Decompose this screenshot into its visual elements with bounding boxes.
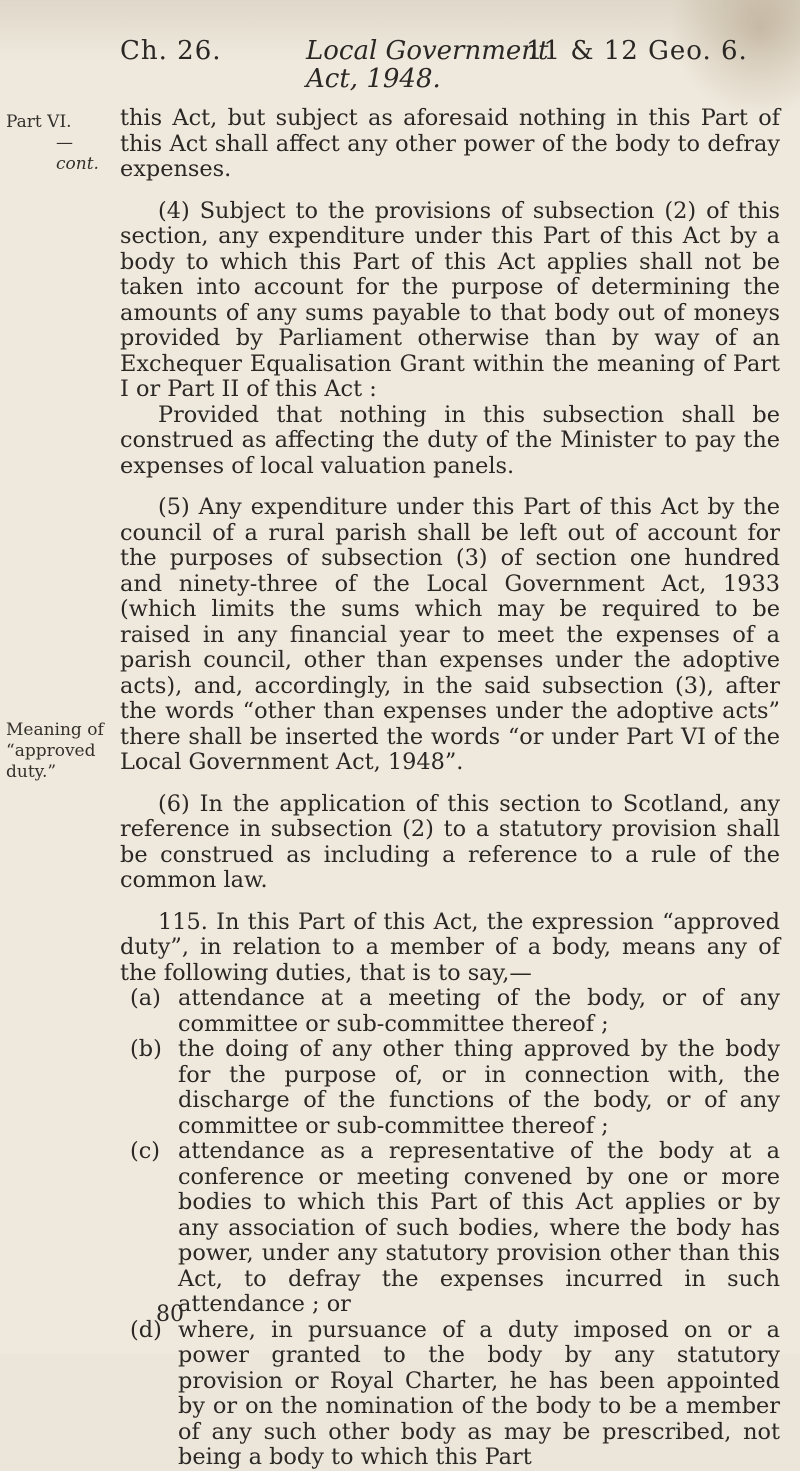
list-item-a [120, 986, 780, 1037]
item-text: attendance as a representative of the body at a conference or meeting convened by one or more bodies to which this Part of this Act applies or by any association of such bodies, where the body has power, under any statutory provision other than this Act, to defray the expenses incurred in such attendance ; or [178, 1138, 780, 1317]
item-text: attendance at a meeting of the body, or of any committee or sub-committee thereof ; [178, 985, 780, 1037]
section-115: 115. In this Part of this Act, the expression “approved duty”, in relation to a member of a body, means any of the following duties, that is to say,— [120, 908, 780, 986]
margin-meaning-line-2: “approved [6, 741, 96, 761]
item-text: the doing of any other thing approved by the body for the purpose of, or in connection with, the discharge of the functions of the body, or of any committee or sub-committee thereof ; [178, 1036, 780, 1139]
running-header [116, 18, 786, 94]
margin-part-label: Part VI. [6, 112, 72, 132]
paragraph-continuation: this Act, but subject as aforesaid nothing in this Part of this Act shall affect any other power of the body to defray expenses. [120, 105, 780, 182]
item-text: where, in pursuance of a duty imposed on or a power granted to the body by any statutory provision or Royal Charter, he has been appointed by or on the nomination of the body to be a member of any such other body as may be prescribed, not being a body to which this Part [178, 1316, 780, 1470]
list-item-d [120, 1318, 780, 1471]
list-item-c [120, 1139, 780, 1318]
subsection-5: (5) Any expenditure under this Part of this Act by the council of a rural parish shall be left out of account for the purposes of subsection (3) of section one hundred and ninety-three of the Local Government Act, 1933 (which limits the sums which may be required to be raised in any financial year to meet the expenses of a parish council, other than expenses under the adoptive acts), and, accordingly, in the said subsection (3), after the words “other than expenses under the adoptive acts” there shall be inserted the words “or under Part VI of the Local Government Act, 1948”. [120, 494, 780, 775]
statute-body [120, 106, 780, 1471]
item-label: (b) [130, 1036, 162, 1062]
item-label: (c) [130, 1138, 161, 1164]
page-number: 80 [156, 1302, 184, 1327]
margin-note-part [0, 112, 104, 175]
margin-meaning-line-1: Meaning of [6, 720, 104, 740]
item-label: (d) [130, 1316, 162, 1343]
subsection-4: (4) Subject to the provisions of subsection (2) of this section, any expenditure under this Part of this Act by a body to which this Part of this Act applies shall not be taken into account for the purpose of determining the amounts of any sums payable to that body out of moneys provided by Parliament otherwise than by way of an Exchequer Equalisation Grant within the meaning of Part I or Part II of this Act : [120, 197, 780, 402]
margin-note-meaning [0, 720, 104, 783]
act-title: Local Government [306, 36, 549, 66]
margin-cont-label: —cont. [56, 133, 99, 174]
chapter-label: Ch. 26. [120, 36, 222, 66]
margin-meaning-line-3: duty.” [6, 762, 57, 782]
item-label: (a) [130, 985, 161, 1011]
subsection-4-proviso: Provided that nothing in this subsection shall be construed as affecting the duty of the Minister to pay the expenses of local valuation panels. [120, 401, 780, 479]
list-item-b [120, 1037, 780, 1139]
act-year: Act, 1948. [306, 64, 441, 94]
subsection-6: (6) In the application of this section to Scotland, any reference in subsection (2) to a statutory provision shall be construed as including a reference to a rule of the common law. [120, 790, 780, 893]
regnal-year: 11 & 12 Geo. 6. [526, 36, 748, 66]
